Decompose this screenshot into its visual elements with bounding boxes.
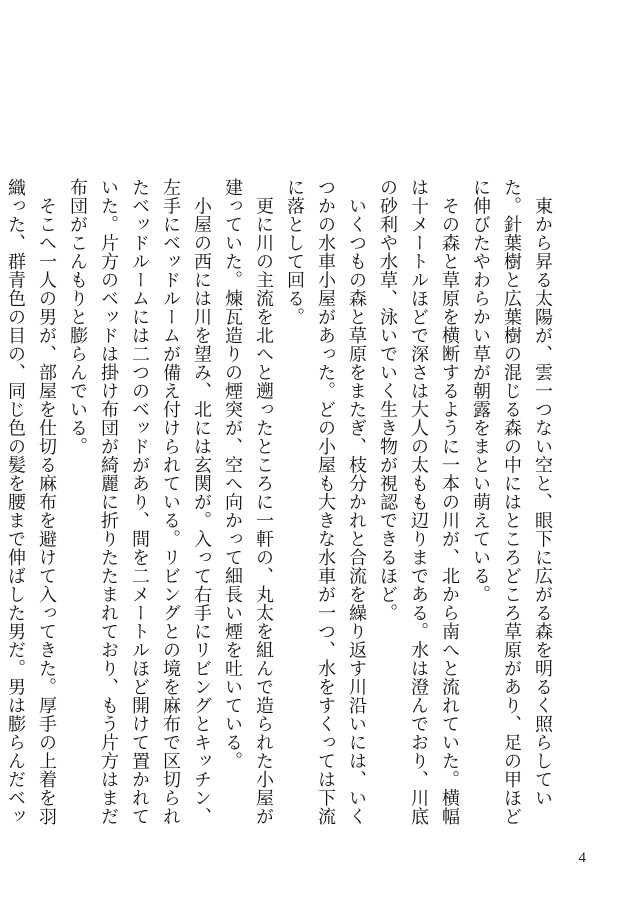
paragraph-2: その森と草原を横断するように一本の川が、北から南へと流れていた。横幅は十メートルほどで深さは大人の太もも辺りまである。水は澄んでおり、川底の砂利や水草、泳いでいく生き物が視認できるほど。 [377,178,460,826]
page-number: 4 [578,850,586,866]
vertical-text-body [5,178,558,828]
paragraph-6: そこへ一人の男が、部屋を仕切る麻布を避けて入ってきた。厚手の上着を羽織った、群青色の目の、同じ色の髪を腰まで伸ばした男だ。男は膨らんだベッ [5,178,57,826]
paragraph-4: 更に川の主流を北へと遡ったところに一軒の、丸太を組んで造られた小屋が建っていた。煉瓦造りの煙突が、空へ向かって細長い煙を吐いている。 [222,178,274,826]
paragraph-3: いくつもの森と草原をまたぎ、枝分かれと合流を繰り返す川沿いには、いくつかの水車小屋があった。どの小屋も大きな水車が一つ、水をすくっては下流に落として回る。 [284,178,367,826]
paragraph-5: 小屋の西には川を望み、北には玄関が。入って右手にリビングとキッチン、左手にベッドルームが備え付けられている。リビングとの境を麻布で区切られたベッドルームには二つのベッドがあり、間を二メートルほど開けて置かれていた。片方のベッドは掛け布団が綺麗に折りたたまれており、もう片方はまだ布団がこんもりと膨らんでいる。 [67,178,212,826]
paragraph-1: 東から昇る太陽が、雲一つない空と、眼下に広がる森を明るく照らしていた。針葉樹と広葉樹の混じる森の中にはところどころ草原があり、足の甲ほどに伸びたやわらかい草が朝露をまとい萌えている。 [470,178,553,826]
